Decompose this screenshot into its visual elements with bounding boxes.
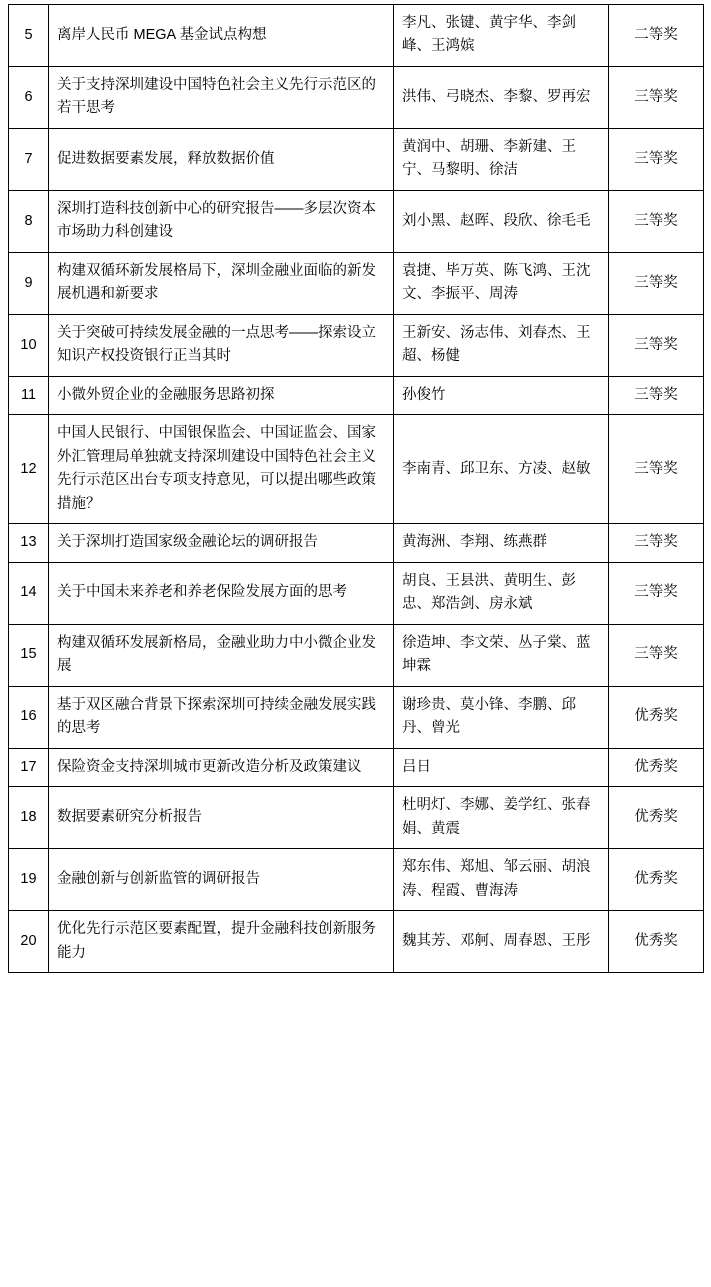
paper-title-cell: 保险资金支持深圳城市更新改造分析及政策建议 (49, 748, 394, 786)
row-index-cell: 14 (9, 562, 49, 624)
row-index-cell: 6 (9, 66, 49, 128)
award-cell: 三等奖 (609, 524, 704, 562)
table-row (9, 849, 704, 911)
authors-cell: 王新安、汤志伟、刘春杰、王超、杨健 (394, 314, 609, 376)
table-row (9, 415, 704, 524)
award-cell: 优秀奖 (609, 911, 704, 973)
award-cell: 优秀奖 (609, 787, 704, 849)
authors-cell: 孙俊竹 (394, 376, 609, 414)
paper-title-cell: 中国人民银行、中国银保监会、中国证监会、国家外汇管理局单独就支持深圳建设中国特色社会主义先行示范区出台专项支持意见，可以提出哪些政策措施？ (49, 415, 394, 524)
award-cell: 三等奖 (609, 624, 704, 686)
table-row (9, 624, 704, 686)
authors-cell: 郑东伟、郑旭、邹云丽、胡浪涛、程霞、曹海涛 (394, 849, 609, 911)
row-index-cell: 20 (9, 911, 49, 973)
row-index-cell: 19 (9, 849, 49, 911)
award-cell: 三等奖 (609, 252, 704, 314)
paper-title-cell: 关于突破可持续发展金融的一点思考――探索设立知识产权投资银行正当其时 (49, 314, 394, 376)
paper-title-cell: 小微外贸企业的金融服务思路初探 (49, 376, 394, 414)
authors-cell: 吕日 (394, 748, 609, 786)
award-cell: 优秀奖 (609, 748, 704, 786)
row-index-cell: 12 (9, 415, 49, 524)
award-cell: 三等奖 (609, 415, 704, 524)
paper-title-cell: 深圳打造科技创新中心的研究报告――多层次资本市场助力科创建设 (49, 190, 394, 252)
paper-title-cell: 关于中国未来养老和养老保险发展方面的思考 (49, 562, 394, 624)
authors-cell: 魏其芳、邓舸、周春恩、王彤 (394, 911, 609, 973)
award-cell: 优秀奖 (609, 686, 704, 748)
row-index-cell: 11 (9, 376, 49, 414)
row-index-cell: 18 (9, 787, 49, 849)
paper-title-cell: 基于双区融合背景下探索深圳可持续金融发展实践的思考 (49, 686, 394, 748)
authors-cell: 谢珍贵、莫小锋、李鹏、邱丹、曾光 (394, 686, 609, 748)
paper-title-cell: 构建双循环发展新格局，金融业助力中小微企业发展 (49, 624, 394, 686)
award-cell: 二等奖 (609, 5, 704, 67)
table-body (9, 5, 704, 973)
table-row (9, 562, 704, 624)
authors-cell: 黄海洲、李翔、练燕群 (394, 524, 609, 562)
award-cell: 三等奖 (609, 128, 704, 190)
authors-cell: 刘小黑、赵晖、段欣、徐毛毛 (394, 190, 609, 252)
authors-cell: 黄润中、胡珊、李新建、王宁、马黎明、徐洁 (394, 128, 609, 190)
authors-cell: 李凡、张键、黄宇华、李剑峰、王鸿嫔 (394, 5, 609, 67)
row-index-cell: 8 (9, 190, 49, 252)
authors-cell: 洪伟、弓晓杰、李黎、罗再宏 (394, 66, 609, 128)
table-row (9, 5, 704, 67)
table-row (9, 252, 704, 314)
row-index-cell: 13 (9, 524, 49, 562)
award-cell: 三等奖 (609, 190, 704, 252)
award-cell: 优秀奖 (609, 849, 704, 911)
paper-title-cell: 关于支持深圳建设中国特色社会主义先行示范区的若干思考 (49, 66, 394, 128)
table-row (9, 787, 704, 849)
table-row (9, 66, 704, 128)
paper-title-cell: 构建双循环新发展格局下，深圳金融业面临的新发展机遇和新要求 (49, 252, 394, 314)
table-row (9, 128, 704, 190)
authors-cell: 杜明灯、李娜、姜学红、张春娟、黄震 (394, 787, 609, 849)
paper-title-cell: 离岸人民币 MEGA 基金试点构想 (49, 5, 394, 67)
row-index-cell: 7 (9, 128, 49, 190)
paper-title-cell: 促进数据要素发展，释放数据价值 (49, 128, 394, 190)
paper-title-cell: 优化先行示范区要素配置，提升金融科技创新服务能力 (49, 911, 394, 973)
authors-cell: 胡良、王县洪、黄明生、彭忠、郑浩剑、房永斌 (394, 562, 609, 624)
award-cell: 三等奖 (609, 376, 704, 414)
award-cell: 三等奖 (609, 66, 704, 128)
paper-title-cell: 金融创新与创新监管的调研报告 (49, 849, 394, 911)
authors-cell: 李南青、邱卫东、方凌、赵敏 (394, 415, 609, 524)
row-index-cell: 16 (9, 686, 49, 748)
row-index-cell: 10 (9, 314, 49, 376)
table-row (9, 524, 704, 562)
row-index-cell: 5 (9, 5, 49, 67)
award-cell: 三等奖 (609, 314, 704, 376)
award-cell: 三等奖 (609, 562, 704, 624)
award-results-table (8, 4, 704, 973)
table-row (9, 190, 704, 252)
authors-cell: 袁捷、毕万英、陈飞鸿、王沈文、李振平、周涛 (394, 252, 609, 314)
row-index-cell: 17 (9, 748, 49, 786)
table-row (9, 314, 704, 376)
table-row (9, 376, 704, 414)
paper-title-cell: 数据要素研究分析报告 (49, 787, 394, 849)
row-index-cell: 9 (9, 252, 49, 314)
table-row (9, 911, 704, 973)
row-index-cell: 15 (9, 624, 49, 686)
table-row (9, 748, 704, 786)
authors-cell: 徐造坤、李文荣、丛子棠、蓝坤霖 (394, 624, 609, 686)
paper-title-cell: 关于深圳打造国家级金融论坛的调研报告 (49, 524, 394, 562)
table-row (9, 686, 704, 748)
